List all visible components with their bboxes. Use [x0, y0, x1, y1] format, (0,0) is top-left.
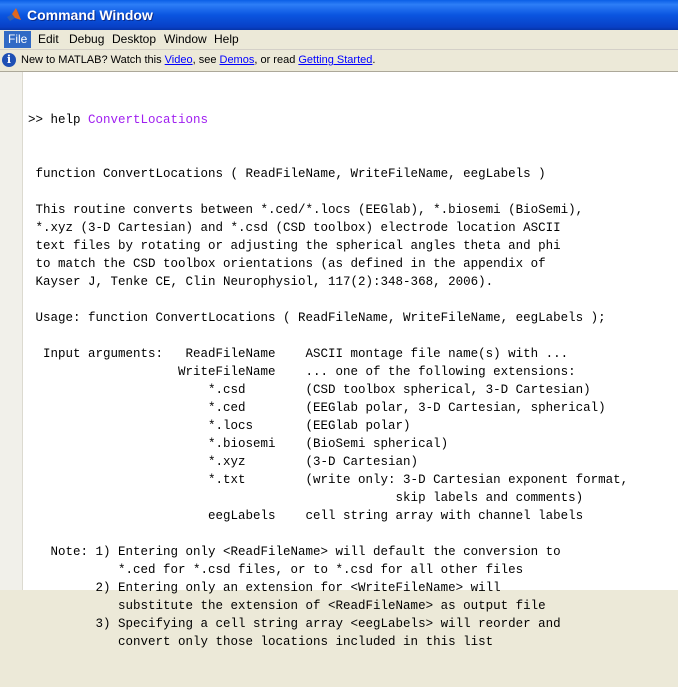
video-link[interactable]: Video — [164, 54, 193, 66]
output-line: eegLabels cell string array with channel labels — [28, 509, 584, 523]
menu-file[interactable]: File — [4, 31, 31, 48]
info-text-part: , or read — [254, 54, 299, 66]
demos-link[interactable]: Demos — [219, 54, 255, 66]
output-line: skip labels and comments) — [28, 491, 584, 505]
output-line: 2) Entering only an extension for <WriteFileName> will — [28, 581, 501, 595]
command-text: help — [50, 113, 89, 127]
info-text-part: . — [372, 54, 376, 66]
output-line: 3) Specifying a cell string array <eegLabels> will reorder and — [28, 617, 561, 631]
output-line: *.txt (write only: 3-D Cartesian exponent format, — [28, 473, 629, 487]
output-line: convert only those locations included in this list — [28, 635, 494, 649]
output-line — [28, 525, 628, 543]
menu-debug[interactable]: Debug — [69, 32, 105, 46]
output-line: *.csd (CSD toolbox spherical, 3-D Cartesian) — [28, 383, 591, 397]
output-line: Kayser J, Tenke CE, Clin Neurophysiol, 117(2):348-368, 2006). — [28, 275, 494, 289]
output-line — [28, 327, 628, 345]
help-output — [28, 165, 628, 651]
menu-desktop[interactable]: Desktop — [112, 32, 157, 46]
command-line — [28, 111, 628, 129]
output-line: *.locs (EEGlab polar) — [28, 419, 411, 433]
output-line: WriteFileName ... one of the following extensions: — [28, 365, 576, 379]
output-line: text files by rotating or adjusting the spherical angles theta and phi — [28, 239, 561, 253]
output-line: function ConvertLocations ( ReadFileName, WriteFileName, eegLabels ) — [28, 167, 546, 181]
info-text — [21, 50, 375, 71]
output-line: This routine converts between *.ced/*.locs (EEGlab), *.biosemi (BioSemi), — [28, 203, 584, 217]
matlab-logo-icon — [6, 7, 22, 23]
command-window-console[interactable] — [0, 72, 678, 649]
window-title: Command Window — [27, 7, 153, 23]
output-line: *.xyz (3-D Cartesian) — [28, 455, 419, 469]
console-lines — [28, 75, 628, 687]
output-line — [28, 291, 628, 309]
prompt: >> — [28, 113, 51, 127]
output-line: substitute the extension of <ReadFileName> as output file — [28, 599, 546, 613]
title-bar[interactable] — [0, 0, 678, 30]
output-line: to match the CSD toolbox orientations (as defined in the appendix of — [28, 257, 546, 271]
output-line — [28, 183, 628, 201]
info-icon: i — [2, 53, 16, 67]
info-text-part: , see — [192, 54, 220, 66]
output-line: Note: 1) Entering only <ReadFileName> will default the conversion to — [28, 545, 561, 559]
menu-help[interactable]: Help — [214, 32, 239, 46]
menu-window[interactable]: Window — [164, 32, 207, 46]
output-line: *.biosemi (BioSemi spherical) — [28, 437, 449, 451]
menu-bar — [0, 30, 678, 50]
getting-started-link[interactable]: Getting Started — [298, 54, 373, 66]
console-gutter — [0, 72, 23, 590]
command-argument: ConvertLocations — [88, 113, 209, 127]
output-line: Usage: function ConvertLocations ( ReadFileName, WriteFileName, eegLabels ); — [28, 311, 606, 325]
info-bar — [0, 50, 678, 72]
menu-edit[interactable]: Edit — [38, 32, 59, 46]
info-text-part: New to MATLAB? Watch this — [21, 54, 165, 66]
output-line: *.ced for *.csd files, or to *.csd for all other files — [28, 563, 524, 577]
output-line: *.xyz (3-D Cartesian) and *.csd (CSD toolbox) electrode location ASCII — [28, 221, 561, 235]
output-line: Input arguments: ReadFileName ASCII montage file name(s) with ... — [28, 347, 569, 361]
output-line: *.ced (EEGlab polar, 3-D Cartesian, spherical) — [28, 401, 606, 415]
